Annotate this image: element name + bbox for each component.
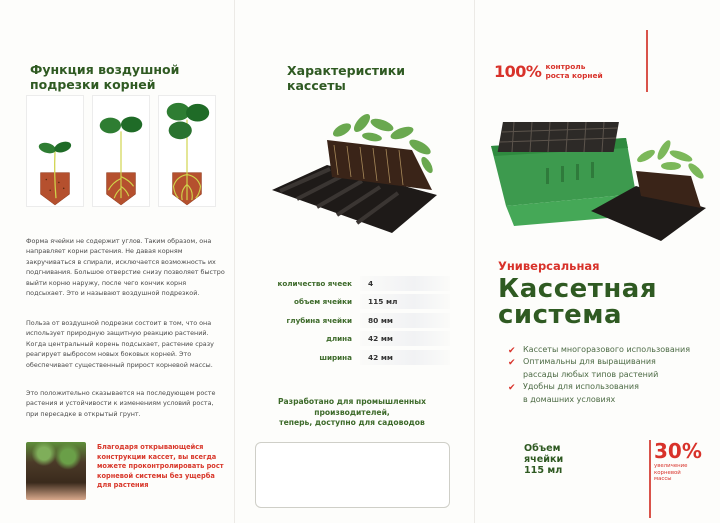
paragraph-cell-shape: Форма ячейки не содержит углов. Таким образом, она направляет корни растения. Не давая корням закручиваться в спирали, исключается возможность их подгнивания. Большое отверстие снизу позволяет быстро выйти корню наружу, после чего кончик корня подсыхает. Это и называют воздушной подрезкой. xyxy=(26,237,225,298)
seedling-growth-illustration xyxy=(26,95,216,207)
red-divider-bottom xyxy=(649,440,651,518)
root-control-note: Благодаря открывающейся конструкции кассет, вы всегда можете проконтролировать рост корневой системы без ущерба для растения xyxy=(97,443,224,490)
spec-row xyxy=(232,330,472,349)
stat-percent: 30% xyxy=(654,439,702,463)
spec-value: 4 xyxy=(360,276,450,291)
stat-line: корневой xyxy=(654,469,681,476)
benefit-item xyxy=(508,344,690,356)
benefit-line: Кассеты многоразового использования xyxy=(523,345,691,354)
benefit-line: рассады любых типов растений xyxy=(523,369,659,379)
spec-row xyxy=(232,311,472,330)
title-line: Функция воздушной xyxy=(30,62,180,77)
red-divider-top xyxy=(646,30,648,92)
root-inspection-photo xyxy=(26,442,86,500)
title-line: Кассетная xyxy=(498,274,658,304)
spec-label: длина xyxy=(326,334,352,344)
paragraph-transplant: Это положительно сказывается на последующем росте растения и устойчивости к изменениям условий роста, при пересадке в открытый грунт. xyxy=(26,389,216,418)
stat-caption xyxy=(654,463,702,483)
spec-label: ширина xyxy=(319,352,352,362)
volume-line: 115 мл xyxy=(524,465,563,476)
badge-line: контроль xyxy=(545,62,586,72)
main-title xyxy=(498,276,657,328)
checkmark-icon: ✔ xyxy=(508,346,516,356)
title-line: подрезки корней xyxy=(30,77,156,92)
note-line: теперь, доступно для садоводов xyxy=(279,418,425,428)
note-line: Разработано для промышленных xyxy=(277,397,427,406)
air-pruning-title xyxy=(30,62,230,92)
developed-for-note xyxy=(242,397,462,429)
cell-volume-callout xyxy=(524,443,563,476)
title-line: система xyxy=(498,300,623,330)
benefit-line: Оптимальны для выращивания xyxy=(523,357,656,367)
checkmark-icon: ✔ xyxy=(508,383,516,394)
badge-line: роста корней xyxy=(545,70,603,80)
volume-line: Объем xyxy=(524,443,561,454)
note-line: производителей, xyxy=(314,407,390,417)
spec-label: количество ячеек xyxy=(277,278,352,288)
benefit-line: Удобны для использования xyxy=(523,382,639,392)
panel-cassette-specs xyxy=(232,0,472,523)
badge-percent: 100% xyxy=(494,62,542,81)
panel-air-pruning xyxy=(0,0,232,523)
root-mass-stat xyxy=(654,441,702,483)
specs-table xyxy=(232,274,472,367)
seedling-stage-2-icon xyxy=(92,95,150,207)
blank-info-box xyxy=(255,442,450,508)
panel-cover xyxy=(472,0,720,523)
title-line: Характеристики xyxy=(287,63,406,78)
specs-title xyxy=(287,63,405,93)
spec-label: объем ячейки xyxy=(294,297,352,307)
subtitle-universal: Универсальная xyxy=(498,259,600,273)
benefit-item xyxy=(508,356,690,381)
seedling-stage-1-icon xyxy=(26,95,84,207)
root-control-badge xyxy=(494,62,603,81)
spec-value: 42 мм xyxy=(360,350,450,365)
spec-value: 115 мл xyxy=(360,294,450,309)
stat-line: массы xyxy=(654,476,672,483)
title-line: кассеты xyxy=(287,78,346,93)
seedling-stage-3-icon xyxy=(158,95,216,207)
spec-label: глубина ячейки xyxy=(286,315,352,325)
benefit-item xyxy=(508,381,690,406)
paragraph-pruning-benefit: Польза от воздушной подрезки состоит в том, что она использует природную защитную реакцию растений. Когда центральный корень подсыхает, растение сразу реагирует выбросом новых боковых корней. Это обеспечивает существенный прирост корневой массы. xyxy=(26,319,214,369)
spec-row xyxy=(232,293,472,312)
volume-line: ячейки xyxy=(524,454,564,465)
checkmark-icon: ✔ xyxy=(508,358,516,369)
spec-value: 42 мм xyxy=(360,331,450,346)
stat-line: увеличение xyxy=(654,463,688,469)
spec-value: 80 мм xyxy=(360,313,450,328)
spec-row xyxy=(232,274,472,293)
benefit-line: в домашних условиях xyxy=(523,394,616,404)
open-cassette-image xyxy=(272,95,442,235)
cassette-tray-image xyxy=(486,116,708,246)
spec-row xyxy=(232,348,472,367)
benefits-list xyxy=(508,344,690,406)
badge-text xyxy=(545,63,602,79)
